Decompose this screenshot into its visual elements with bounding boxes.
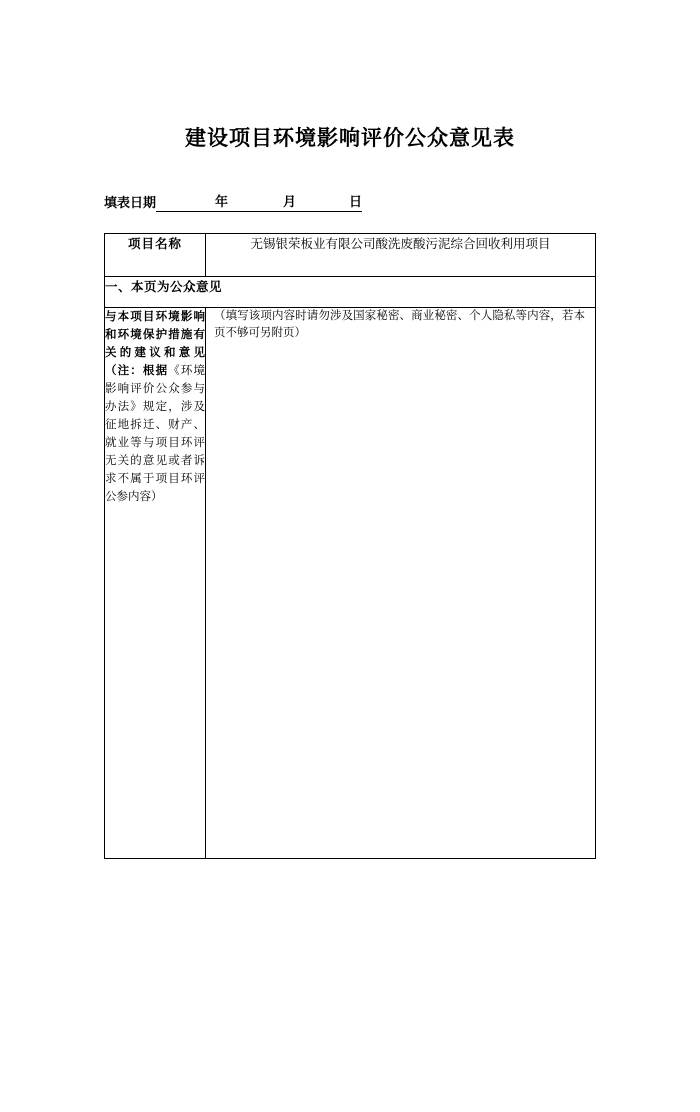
public-opinion-form [104, 233, 596, 859]
opinion-answer-area[interactable] [206, 308, 596, 859]
fill-date-label: 填表日期 [104, 195, 157, 210]
opinion-answer-note: （填写该项内容时请勿涉及国家秘密、商业秘密、个人隐私等内容，若本页不够可另附页） [214, 310, 585, 339]
fill-date-day-label: 日 [349, 194, 363, 209]
section-header: 一、本页为公众意见 [105, 277, 596, 308]
opinion-answer-inner [206, 308, 595, 352]
project-name-label: 项目名称 [105, 234, 206, 277]
table-row-opinion [105, 308, 596, 859]
project-name-value: 无锡银荣板业有限公司酸洗废酸污泥综合回收利用项目 [206, 234, 596, 277]
document-page [0, 122, 700, 1112]
opinion-prompt-bold: 与本项目环境影响和环境保护措施有关的建议和意见（注：根据 [105, 311, 205, 377]
opinion-prompt-label [105, 308, 206, 859]
table-row-project [105, 234, 596, 277]
fill-date-blank[interactable] [156, 193, 362, 212]
table-row-section-header [105, 277, 596, 308]
fill-date-year-label: 年 [215, 194, 229, 209]
page-title: 建设项目环境影响评价公众意见表 [185, 127, 515, 150]
fill-date-month-label: 月 [283, 194, 297, 209]
opinion-prompt-note: 《环境影响评价公众参与办法》规定，涉及征地拆迁、财产、就业等与项目环评无关的意见或者诉求不属于项目环评公参内容） [105, 365, 206, 503]
fill-date-row [104, 192, 700, 212]
